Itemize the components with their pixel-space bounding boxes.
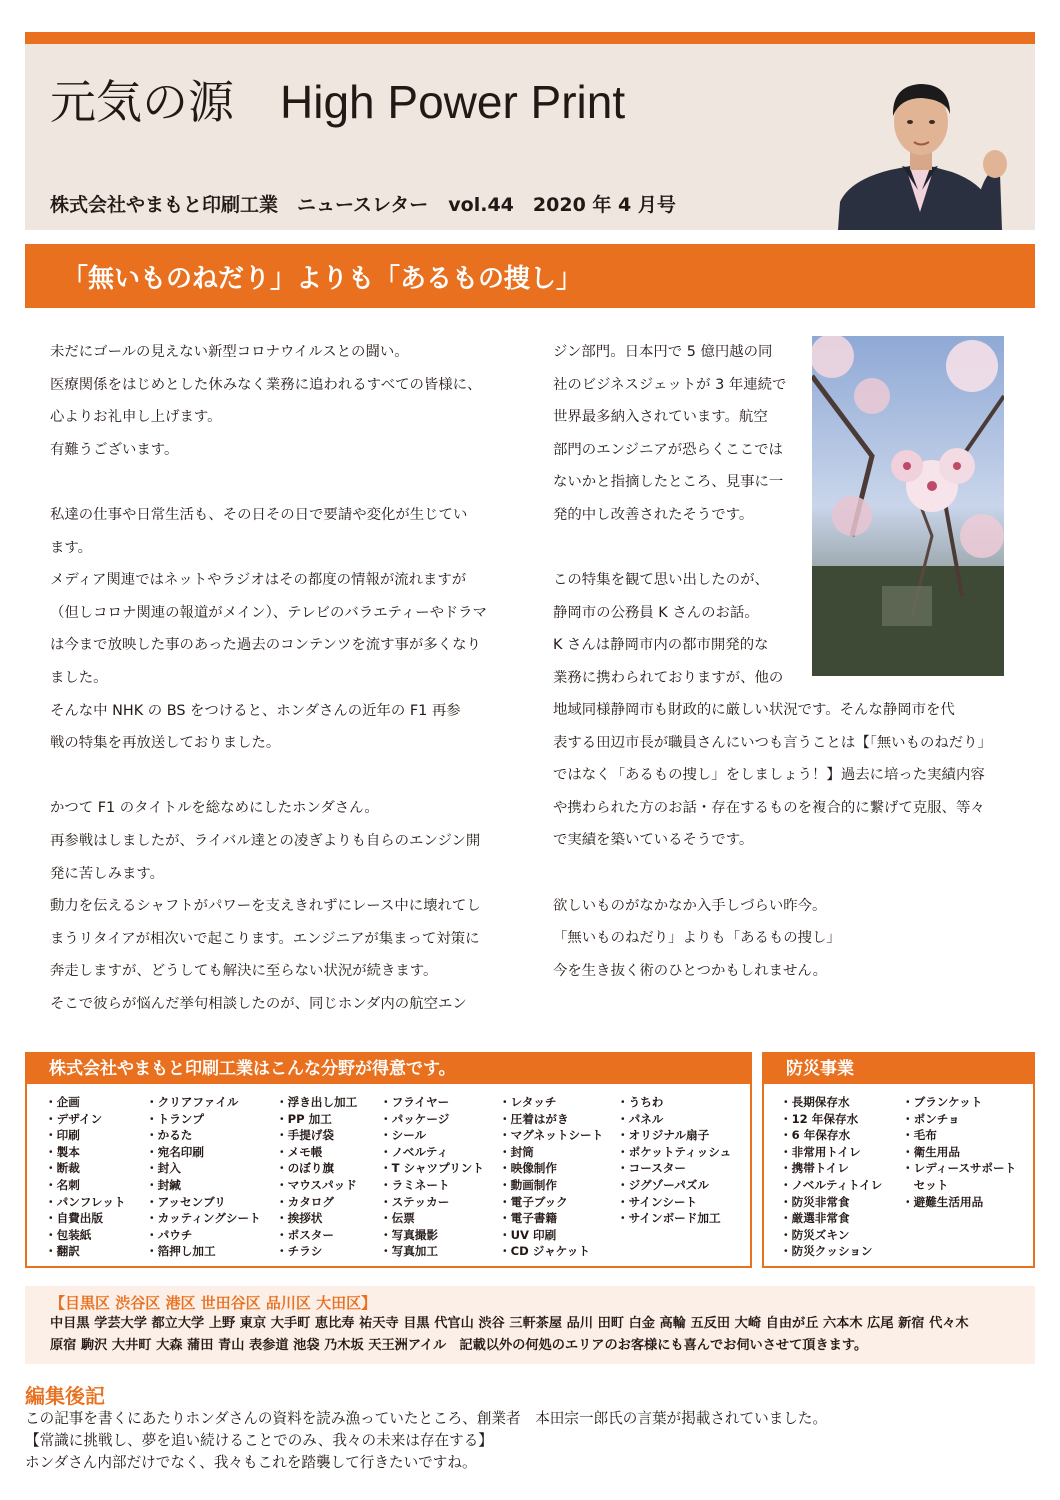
- list-item: ・オリジナル扇子: [617, 1128, 710, 1143]
- article-line: 地域同様静岡市も財政的に厳しい状況です。そんな静岡市を代: [553, 702, 955, 718]
- list-item: ・圧着はがき: [499, 1111, 569, 1126]
- list-item: ・クリアファイル: [146, 1095, 239, 1109]
- list-item: ・衛生用品: [902, 1144, 960, 1159]
- list-item: ・デザイン: [45, 1111, 103, 1126]
- list-item: ・UV 印刷: [499, 1227, 557, 1242]
- article-line: ジン部門。日本円で 5 億円越の同: [553, 344, 773, 360]
- fields-col-3: [276, 1094, 357, 1260]
- list-item: ・トランプ: [146, 1111, 204, 1126]
- newsletter-subtitle: [50, 190, 676, 217]
- list-item: ・印刷: [45, 1128, 80, 1143]
- fields-col-6: [617, 1094, 731, 1227]
- editor-note-line: この記事を書くにあたりホンダさんの資料を読み漁っていたところ、創業者 本田宗一郎氏の言葉が掲載されていました。: [25, 1410, 828, 1427]
- list-item: ・長期保存水: [780, 1095, 850, 1109]
- list-item: ・パンフレット: [45, 1194, 126, 1209]
- company-name: 株式会社やまもと印刷工業 ニュースレター: [50, 194, 429, 216]
- list-item: ・アッセンブリ: [146, 1194, 226, 1209]
- fields-panel-title: 株式会社やまもと印刷工業はこんな分野が得意です。: [27, 1054, 750, 1084]
- blank-line: [50, 466, 520, 499]
- list-item: ・コースター: [617, 1161, 686, 1176]
- list-item: ・防災ズキン: [780, 1227, 850, 1242]
- list-item: ・挨拶状: [276, 1211, 323, 1226]
- list-item: ・ステッカー: [380, 1194, 450, 1209]
- list-item: ・フライヤー: [380, 1095, 450, 1109]
- service-area-line: 中目黒 学芸大学 都立大学 上野 東京 大手町 恵比寿 祐天寺 目黒 代官山 渋谷 三軒茶屋 品川 田町 白金 高輪 五反田 大崎 自由が丘 六本木 広尾 新宿 代々木: [50, 1316, 969, 1331]
- article-line: メディア関連ではネットやラジオはその都度の情報が流れますが: [50, 572, 467, 589]
- article-line: そんな中 NHK の BS をつけると、ホンダさんの近年の F1 再参: [50, 702, 461, 719]
- list-item: ・ノベルティトイレ: [780, 1177, 883, 1192]
- list-item: ・封入: [146, 1161, 181, 1176]
- list-item: ・封筒: [499, 1144, 534, 1159]
- list-item: ・浮き出し加工: [276, 1095, 358, 1109]
- article-line: ではなく「あるもの捜し」をしましょう！】過去に培った実績内容: [553, 767, 985, 784]
- list-item: ・メモ帳: [276, 1144, 323, 1159]
- issue-label: vol.44 2020 年 4 月号: [448, 194, 676, 216]
- article-line: 部門のエンジニアが恐らくここでは: [553, 441, 783, 458]
- list-item: ・T シャツプリント: [380, 1161, 484, 1176]
- article-line: 発的中し改善されたそうです。: [553, 506, 754, 523]
- header-top-bar: [25, 32, 1035, 44]
- list-item: ・製本: [45, 1144, 80, 1159]
- list-item: ・厳選非常食: [780, 1211, 850, 1226]
- article-line: 未だにゴールの見えない新型コロナウイルスとの闘い。: [50, 344, 409, 360]
- article-line: 「無いものねだり」よりも「あるもの捜し」: [553, 930, 841, 947]
- author-portrait: [830, 62, 1010, 230]
- list-item: ・CD ジャケット: [499, 1244, 590, 1259]
- fields-col-1: [45, 1094, 126, 1260]
- blank-line: [553, 532, 808, 565]
- article-line: 再参戦はしましたが、ライバル達との凌ぎよりも自らのエンジン開: [50, 832, 481, 849]
- list-item: ・防災クッション: [780, 1244, 873, 1259]
- editor-note-line: 【常識に挑戦し、夢を追い続けることでのみ、我々の未来は存在する】: [25, 1432, 493, 1449]
- article-line: 欲しいものがなかなか入手しづらい昨今。: [553, 897, 827, 914]
- list-item: ・ブランケット: [902, 1095, 983, 1109]
- editor-note-line: ホンダさん内部だけでなく、我々もこれを踏襲して行きたいですね。: [25, 1454, 477, 1471]
- list-item: ・ポンチョ: [902, 1111, 960, 1126]
- editor-note-body: [25, 1408, 827, 1474]
- list-item: ・ラミネート: [380, 1177, 450, 1192]
- article-line: や携わられた方のお話・存在するものを複合的に繋げて克服、等々: [553, 799, 985, 816]
- newsletter-title: 元気の源 High Power Print: [50, 76, 626, 128]
- service-area-line: 原宿 駒沢 大井町 大森 蒲田 青山 表参道 池袋 乃木坂 天王洲アイル 記載以外の何処のエリアのお客様にも喜んでお伺いさせて頂きます。: [50, 1338, 868, 1353]
- list-item: セット: [902, 1177, 949, 1192]
- list-item: ・レディースサポート: [902, 1161, 1017, 1176]
- article-line: そこで彼らが悩んだ挙句相談したのが、同じホンダ内の航空エン: [50, 995, 467, 1012]
- list-item: ・ポケットティッシュ: [617, 1144, 732, 1159]
- article-line: この特集を観て思い出したのが、: [553, 572, 769, 589]
- list-item: ・シール: [380, 1128, 427, 1143]
- article-line: ました。: [50, 669, 108, 686]
- list-item: ・カタログ: [276, 1194, 334, 1209]
- fields-col-4: [380, 1094, 484, 1260]
- list-item: ・パネル: [617, 1111, 664, 1126]
- article-line: 私達の仕事や日常生活も、その日その日で要請や変化が生じてい: [50, 506, 468, 523]
- list-item: ・ポスター: [276, 1227, 334, 1242]
- fields-col-5: [499, 1094, 603, 1260]
- list-item: ・防災非常食: [780, 1194, 850, 1209]
- list-item: ・パッケージ: [380, 1111, 450, 1126]
- article-headline: 「無いものねだり」よりも「あるもの捜し」: [62, 264, 583, 294]
- list-item: ・毛布: [902, 1128, 937, 1143]
- list-item: ・手提げ袋: [276, 1128, 334, 1143]
- list-item: ・カッティングシート: [146, 1211, 261, 1226]
- list-item: ・動画制作: [499, 1177, 557, 1192]
- list-item: ・企画: [45, 1095, 80, 1109]
- list-item: ・電子書籍: [499, 1211, 557, 1226]
- list-item: ・マグネットシート: [499, 1128, 604, 1143]
- article-line: 社のビジネスジェットが 3 年連続で: [553, 376, 787, 393]
- list-item: ・伝票: [380, 1211, 415, 1226]
- article-line: 業務に携わられておりますが、他の: [553, 669, 784, 686]
- list-item: ・ノベルティ: [380, 1144, 449, 1159]
- list-item: ・うちわ: [617, 1095, 664, 1109]
- list-item: ・包装紙: [45, 1227, 92, 1242]
- article-line: 奔走しますが、どうしても解決に至らない状況が続きます。: [50, 963, 438, 980]
- disaster-col-2: [902, 1094, 1016, 1210]
- article-line: 静岡市の公務員 K さんのお話。: [553, 604, 759, 621]
- article-line: ます。: [50, 539, 93, 556]
- list-item: ・12 年保存水: [780, 1111, 859, 1126]
- blank-line: [553, 857, 1023, 890]
- blank-line: [50, 760, 520, 793]
- list-item: ・携帯トイレ: [780, 1161, 849, 1176]
- article-line: 今を生き抜く術のひとつかもしれません。: [553, 962, 827, 979]
- article-line: 医療関係をはじめとした休みなく業務に追われるすべての皆様に、: [50, 376, 482, 393]
- article-line: 表する田辺市長が職員さんにいつも言うことは【「無いものねだり」: [553, 734, 992, 751]
- list-item: ・レタッチ: [499, 1095, 557, 1109]
- list-item: ・パウチ: [146, 1227, 193, 1242]
- list-item: ・6 年保存水: [780, 1128, 851, 1143]
- article-right-column-wide: [553, 694, 1023, 987]
- list-item: ・ジグゾーパズル: [617, 1177, 709, 1192]
- list-item: ・箔押し加工: [146, 1244, 216, 1259]
- article-line: まうリタイアが相次いで起こります。エンジニアが集まって対策に: [50, 930, 480, 947]
- article-left-column: [50, 336, 520, 1020]
- list-item: ・名刺: [45, 1177, 80, 1192]
- list-item: ・チラシ: [276, 1244, 323, 1259]
- article-line: ないかと指摘したところ、見事に一: [553, 474, 784, 491]
- list-item: ・非常用トイレ: [780, 1144, 861, 1159]
- service-area-heading: 【目黒区 渋谷区 港区 世田谷区 品川区 大田区】: [50, 1294, 377, 1312]
- list-item: ・マウスパッド: [276, 1177, 357, 1192]
- list-item: ・翻訳: [45, 1244, 80, 1259]
- article-line: 発に苦しみます。: [50, 865, 164, 882]
- article-line: 世界最多納入されています。航空: [553, 409, 768, 426]
- list-item: ・宛名印刷: [146, 1144, 204, 1159]
- article-line: は今まで放映した事のあった過去のコンテンツを流す事が多くなり: [50, 637, 481, 654]
- list-item: ・PP 加工: [276, 1111, 332, 1126]
- list-item: ・電子ブック: [499, 1194, 568, 1209]
- list-item: ・写真撮影: [380, 1227, 438, 1242]
- article-line: 戦の特集を再放送しておりました。: [50, 735, 281, 752]
- article-line: かつて F1 のタイトルを総なめにしたホンダさん。: [50, 800, 379, 817]
- list-item: ・サインシート: [617, 1194, 698, 1209]
- list-item: ・サインボード加工: [617, 1211, 721, 1226]
- list-item: ・封緘: [146, 1177, 181, 1192]
- editor-note-heading: 編集後記: [25, 1384, 105, 1408]
- article-line: 動力を伝えるシャフトがパワーを支えきれずにレース中に壊れてし: [50, 898, 481, 915]
- list-item: ・断裁: [45, 1161, 80, 1176]
- list-item: ・映像制作: [499, 1161, 557, 1176]
- article-line: （但しコロナ関連の報道がメイン）、テレビのバラエティーやドラマ: [50, 604, 487, 621]
- disaster-col-1: [780, 1094, 882, 1260]
- service-area-list: [50, 1313, 969, 1357]
- list-item: ・自費出版: [45, 1211, 103, 1226]
- article-right-column-narrow: [553, 336, 808, 695]
- list-item: ・避難生活用品: [902, 1194, 984, 1209]
- disaster-panel-title: 防災事業: [764, 1054, 1033, 1084]
- list-item: ・かるた: [146, 1128, 193, 1143]
- cherry-blossom-photo: [812, 336, 1004, 676]
- article-line: 有難うございます。: [50, 441, 179, 458]
- fields-col-2: [146, 1094, 261, 1260]
- list-item: ・のぼり旗: [276, 1161, 334, 1176]
- article-line: 心よりお礼申し上げます。: [50, 409, 222, 426]
- list-item: ・写真加工: [380, 1244, 438, 1259]
- article-line: K さんは静岡市内の都市開発的な: [553, 637, 769, 654]
- article-line: で実績を築いているそうです。: [553, 832, 754, 849]
